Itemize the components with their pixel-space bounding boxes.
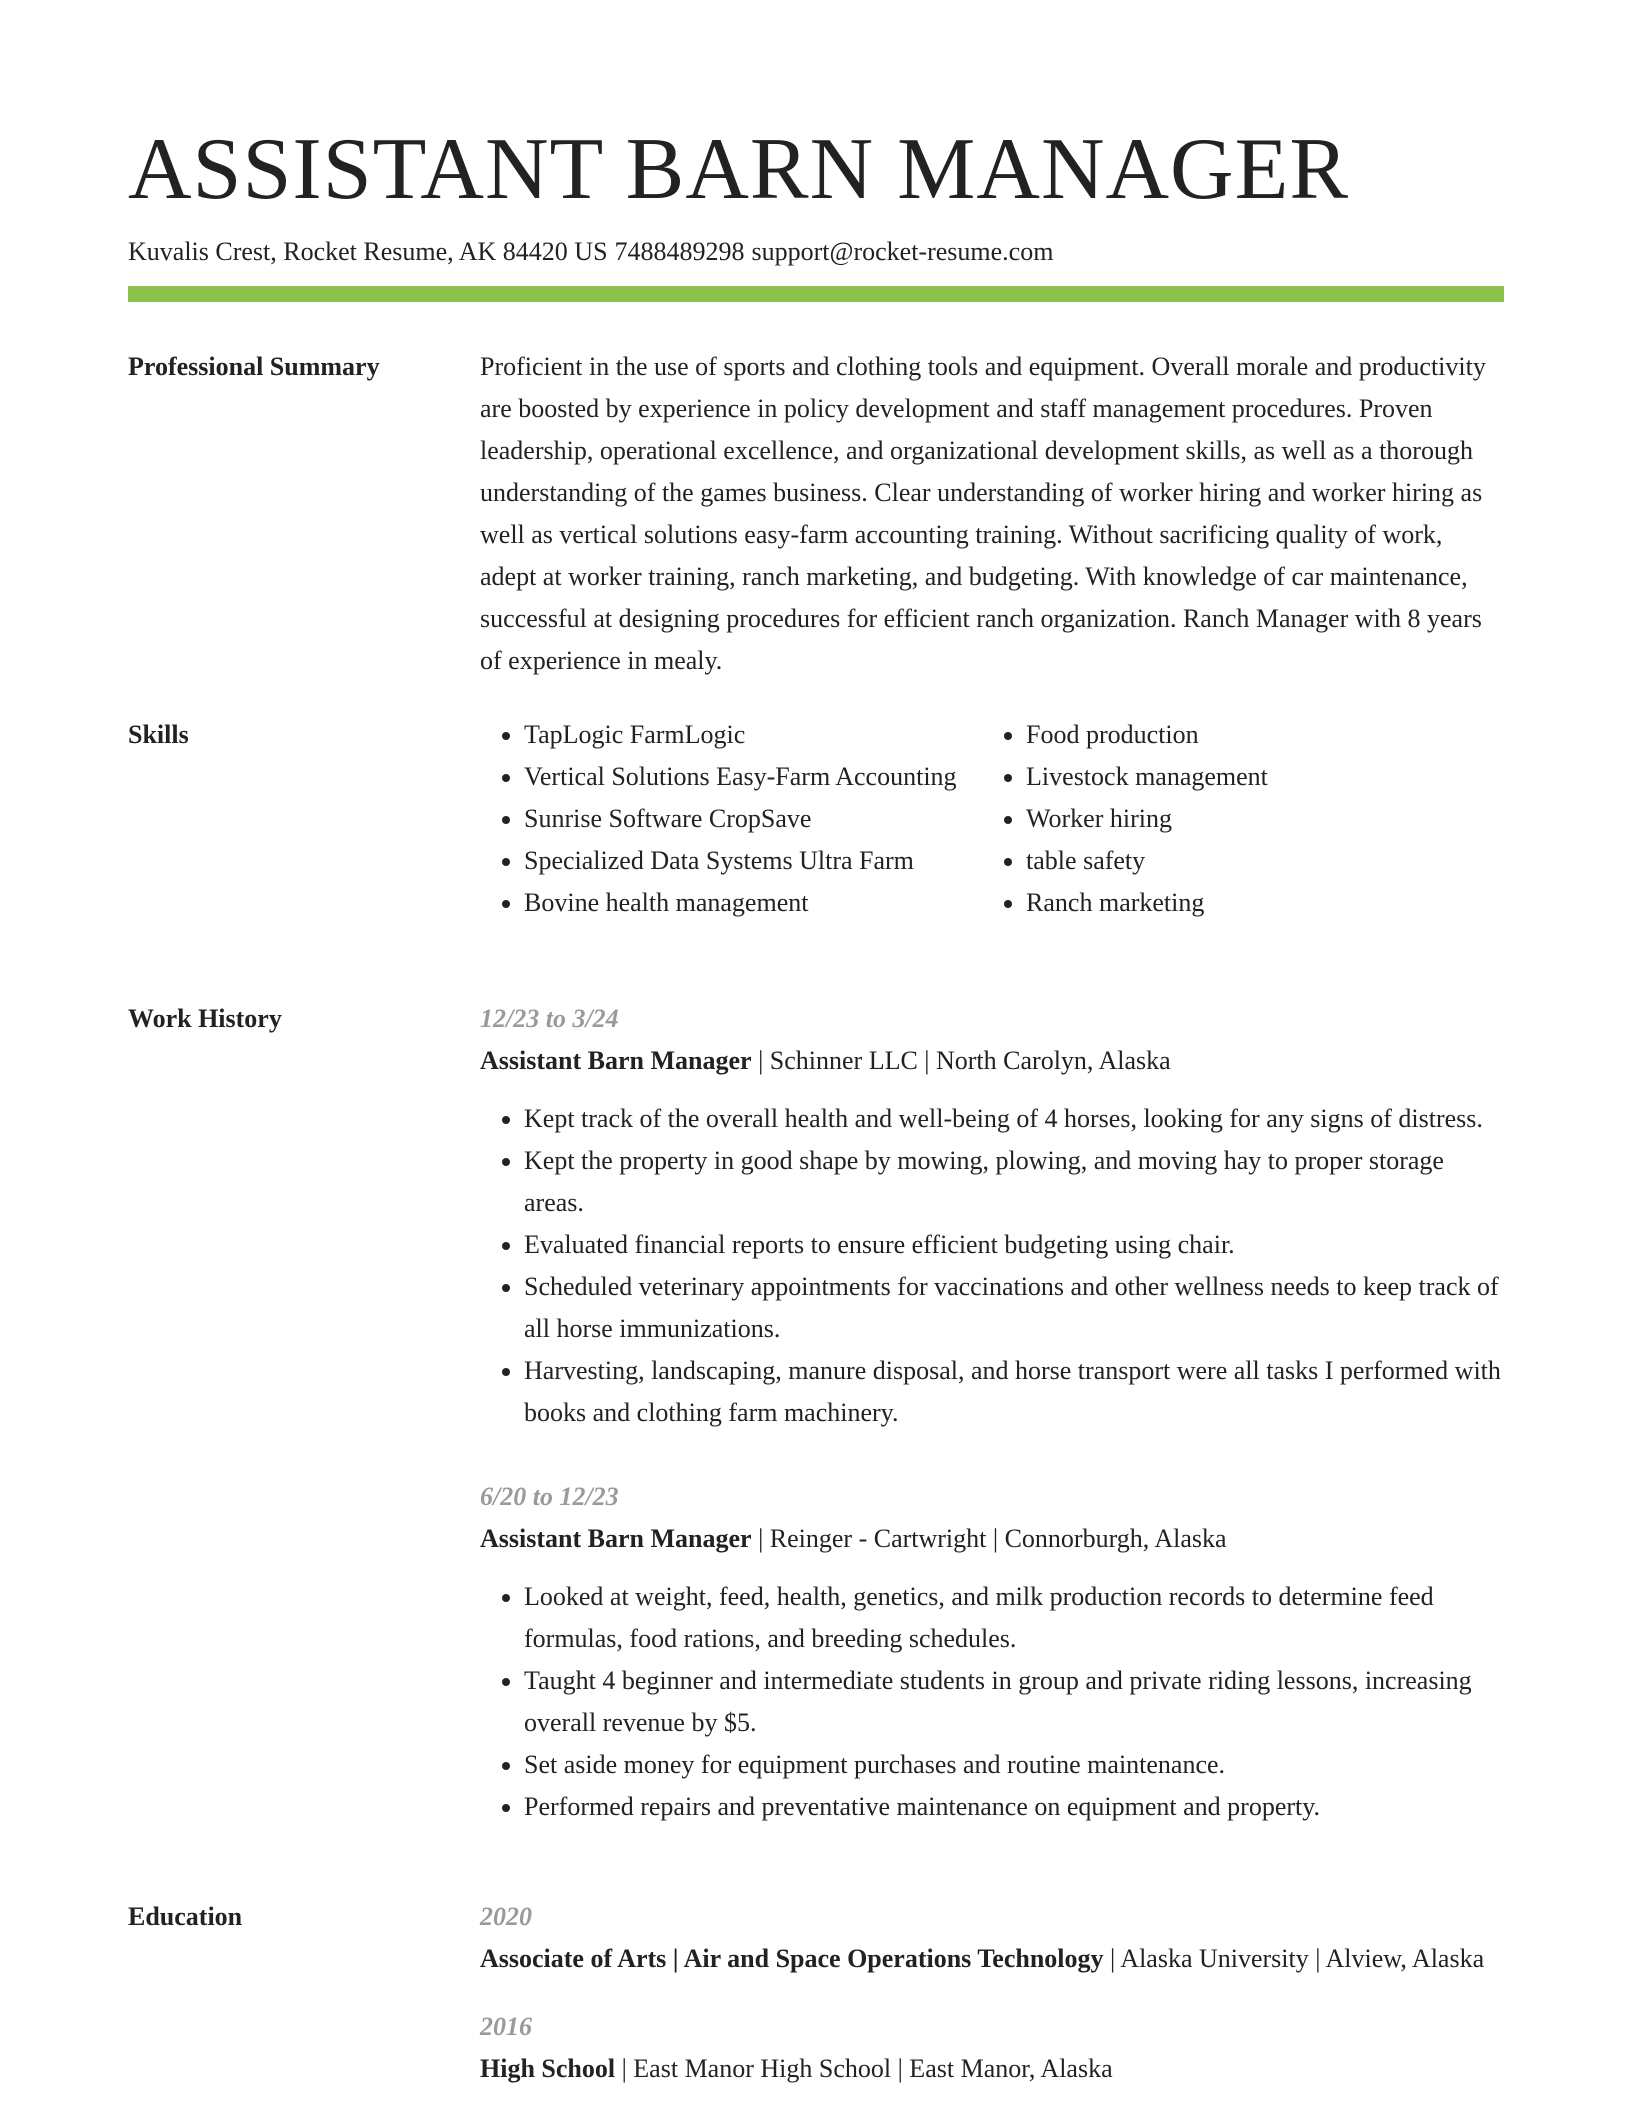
skill-item: • TapLogic FarmLogic	[524, 714, 982, 756]
job-bullet: • Taught 4 beginner and intermediate students in group and private riding lessons, increasing overall revenue by $5.	[524, 1660, 1504, 1744]
summary-text: Proficient in the use of sports and clothing tools and equipment. Overall morale and productivity are boosted by experience in policy development and staff management procedures. Proven leadership, operational excellence, and organizational development skills, as well as a thorough understanding of the games business. Clear understanding of worker hiring and worker hiring as well as vertical solutions easy-farm accounting training. Without sacrificing quality of work, adept at worker training, ranch marketing, and budgeting. With knowledge of car maintenance, successful at designing procedures for efficient ranch organization. Ranch Manager with 8 years of experience in mealy.	[480, 352, 1486, 675]
education-line	[480, 2048, 1504, 2090]
job-bullet: • Harvesting, landscaping, manure disposal, and horse transport were all tasks I performed with books and clothing farm machinery.	[524, 1350, 1504, 1434]
job-dates: 12/23 to 3/24	[480, 1004, 619, 1033]
skill-item: • Worker hiring	[1026, 798, 1504, 840]
contact-address: Kuvalis Crest, Rocket Resume, AK 84420 US	[128, 237, 608, 266]
summary-heading: Professional Summary	[128, 352, 380, 381]
job-bullet: • Kept the property in good shape by mowing, plowing, and moving hay to proper storage areas.	[524, 1140, 1504, 1224]
job-company-location: | Schinner LLC | North Carolyn, Alaska	[751, 1046, 1171, 1075]
education-school-location: | East Manor High School | East Manor, Alaska	[615, 2054, 1113, 2083]
header-accent-divider	[128, 286, 1504, 302]
job-title-line	[480, 1518, 1504, 1560]
skill-item: • Bovine health management	[524, 882, 982, 924]
job-title-line	[480, 1040, 1504, 1082]
skills-list-right	[982, 714, 1504, 924]
work-history-body	[480, 998, 1504, 1828]
job-role: Assistant Barn Manager	[480, 1524, 752, 1553]
skill-item: • Specialized Data Systems Ultra Farm	[524, 840, 982, 882]
education-school-location: | Alaska University | Alview, Alaska	[1103, 1944, 1485, 1973]
job-bullets	[480, 1576, 1504, 1828]
job-bullet: • Kept track of the overall health and well-being of 4 horses, looking for any signs of distress.	[524, 1098, 1504, 1140]
contact-phone: 7488489298	[614, 237, 745, 266]
job-bullet: • Looked at weight, feed, health, genetics, and milk production records to determine feed formulas, food rations, and breeding schedules.	[524, 1576, 1504, 1660]
education-heading: Education	[128, 1902, 243, 1931]
skill-item: • Vertical Solutions Easy-Farm Accounting	[524, 756, 982, 798]
job-bullet: • Scheduled veterinary appointments for vaccinations and other wellness needs to keep track of all horse immunizations.	[524, 1266, 1504, 1350]
education-entry	[480, 1896, 1504, 1980]
job-entry	[480, 998, 1504, 1434]
job-role: Assistant Barn Manager	[480, 1046, 752, 1075]
education-degree: High School	[480, 2054, 616, 2083]
skill-item: • Ranch marketing	[1026, 882, 1504, 924]
candidate-title: ASSISTANT BARN MANAGER	[128, 121, 1350, 218]
skills-body	[480, 714, 1504, 924]
skills-list-left	[480, 714, 982, 924]
education-entry	[480, 2006, 1504, 2090]
work-history-heading: Work History	[128, 1004, 282, 1033]
education-body	[480, 1896, 1504, 2090]
education-degree: Associate of Arts | Air and Space Operations Technology	[480, 1944, 1104, 1973]
job-dates: 6/20 to 12/23	[480, 1482, 619, 1511]
job-bullet: • Set aside money for equipment purchases and routine maintenance.	[524, 1744, 1504, 1786]
job-bullets	[480, 1098, 1504, 1434]
education-year: 2020	[480, 1902, 532, 1931]
resume-header	[128, 118, 1504, 270]
job-company-location: | Reinger - Cartwright | Connorburgh, Alaska	[751, 1524, 1227, 1553]
contact-email: support@rocket-resume.com	[751, 237, 1054, 266]
skill-item: • table safety	[1026, 840, 1504, 882]
skill-item: • Sunrise Software CropSave	[524, 798, 982, 840]
skill-item: • Livestock management	[1026, 756, 1504, 798]
summary-body	[480, 346, 1504, 682]
contact-line	[128, 234, 1504, 270]
job-bullet: • Evaluated financial reports to ensure efficient budgeting using chair.	[524, 1224, 1504, 1266]
skills-heading: Skills	[128, 720, 189, 749]
education-year: 2016	[480, 2012, 532, 2041]
skill-item: • Food production	[1026, 714, 1504, 756]
education-line	[480, 1938, 1504, 1980]
job-entry	[480, 1476, 1504, 1828]
job-bullet: • Performed repairs and preventative maintenance on equipment and property.	[524, 1786, 1504, 1828]
